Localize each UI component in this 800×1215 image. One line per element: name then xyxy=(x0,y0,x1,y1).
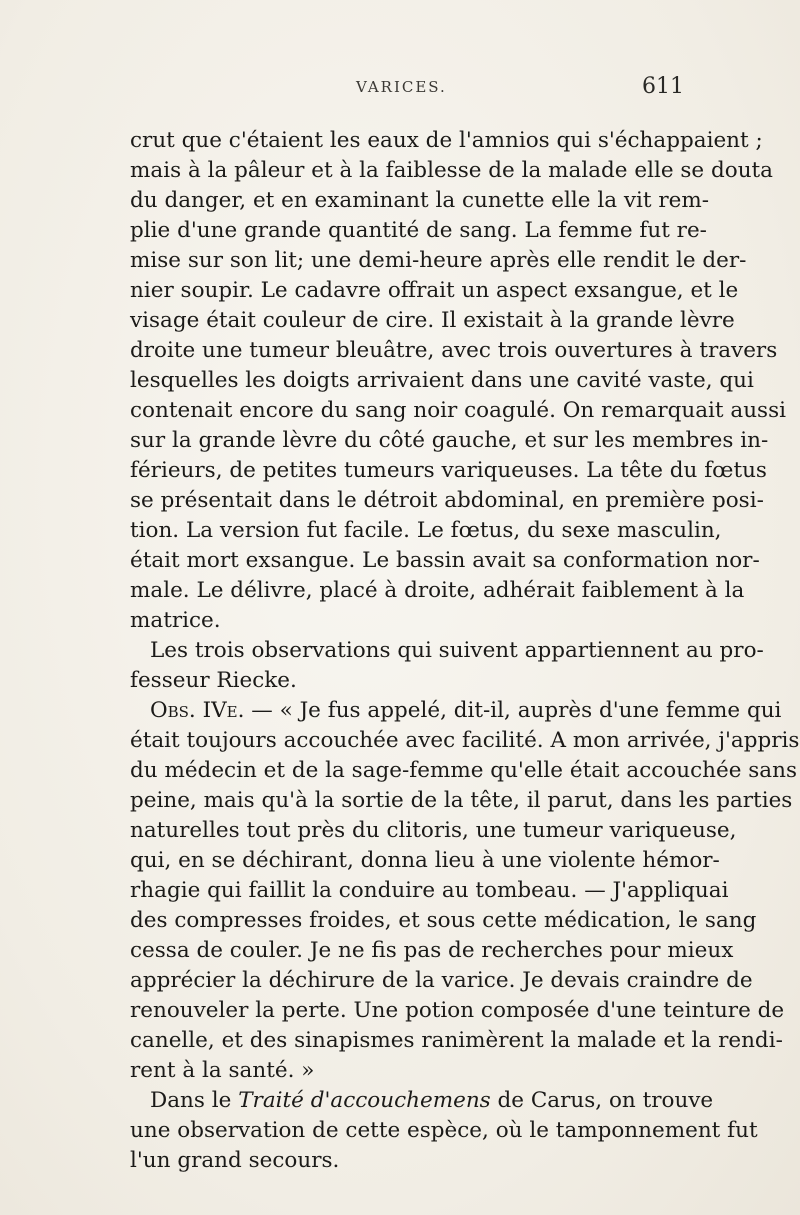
text-line: matrice. xyxy=(130,608,221,633)
text-line: férieurs, de petites tumeurs variqueuses. La tête du fœtus xyxy=(130,458,767,483)
text-line: renouveler la perte. Une potion composée d'une teinture de xyxy=(130,998,785,1023)
text-line: droite une tumeur bleuâtre, avec trois ouvertures à travers xyxy=(130,338,778,363)
text-fragment: Dans le xyxy=(150,1088,239,1113)
text-line: se présentait dans le détroit abdominal, en première posi- xyxy=(130,488,764,513)
observation-label: Obs. IVe. xyxy=(150,698,245,723)
observation-first-line: — « Je fus appelé, dit-il, auprès d'une femme qui xyxy=(244,698,782,723)
paragraph-1 xyxy=(130,126,786,636)
text-line: du médecin et de la sage-femme qu'elle était accouchée sans xyxy=(130,758,797,783)
text-line: lesquelles les doigts arrivaient dans une cavité vaste, qui xyxy=(130,368,754,393)
text-line: cessa de couler. Je ne fis pas de recherches pour mieux xyxy=(130,938,734,963)
paragraph-2 xyxy=(130,636,764,696)
text-line xyxy=(130,1086,714,1116)
text-line: contenait encore du sang noir coagulé. On remarquait aussi xyxy=(130,398,786,423)
text-line xyxy=(130,696,782,726)
text-line: qui, en se déchirant, donna lieu à une violente hémor- xyxy=(130,848,720,873)
text-line: rent à la santé. » xyxy=(130,1058,315,1083)
text-line: l'un grand secours. xyxy=(130,1148,340,1173)
book-title: Traité d'accouchemens xyxy=(238,1088,491,1113)
text-line: fesseur Riecke. xyxy=(130,668,297,693)
text-line: peine, mais qu'à la sortie de la tête, il parut, dans les parties xyxy=(130,788,793,813)
text-fragment: de Carus, on trouve xyxy=(490,1088,714,1113)
body-text xyxy=(130,126,800,1176)
text-line: Les trois observations qui suivent appartiennent au pro- xyxy=(150,638,764,663)
text-line: mais à la pâleur et à la faiblesse de la malade elle se douta xyxy=(130,158,773,183)
text-line: plie d'une grande quantité de sang. La femme fut re- xyxy=(130,218,707,243)
text-line: était mort exsangue. Le bassin avait sa conformation nor- xyxy=(130,548,760,573)
text-line: des compresses froides, et sous cette médication, le sang xyxy=(130,908,757,933)
text-line: sur la grande lèvre du côté gauche, et sur les membres in- xyxy=(130,428,769,453)
text-line: visage était couleur de cire. Il existait à la grande lèvre xyxy=(130,308,735,333)
text-line: canelle, et des sinapismes ranimèrent la malade et la rendi- xyxy=(130,1028,783,1053)
running-title: VARICES. xyxy=(356,78,447,96)
paragraph-carus xyxy=(130,1086,758,1176)
text-line: naturelles tout près du clitoris, une tumeur variqueuse, xyxy=(130,818,737,843)
text-line: crut que c'étaient les eaux de l'amnios qui s'échappaient ; xyxy=(130,128,763,153)
text-line: nier soupir. Le cadavre offrait un aspect exsangue, et le xyxy=(130,278,739,303)
text-line: tion. La version fut facile. Le fœtus, du sexe masculin, xyxy=(130,518,722,543)
text-line: une observation de cette espèce, où le tamponnement fut xyxy=(130,1118,758,1143)
observation-paragraph xyxy=(130,696,800,1086)
text-line: du danger, et en examinant la cunette elle la vit rem- xyxy=(130,188,709,213)
text-line: male. Le délivre, placé à droite, adhérait faiblement à la xyxy=(130,578,745,603)
page-header xyxy=(130,74,690,114)
page-number: 611 xyxy=(642,74,684,99)
text-line: rhagie qui faillit la conduire au tombeau. — J'appliquai xyxy=(130,878,729,903)
text-line: apprécier la déchirure de la varice. Je devais craindre de xyxy=(130,968,753,993)
text-line: était toujours accouchée avec facilité. A mon arrivée, j'appris xyxy=(130,728,800,753)
text-line: mise sur son lit; une demi-heure après elle rendit le der- xyxy=(130,248,747,273)
